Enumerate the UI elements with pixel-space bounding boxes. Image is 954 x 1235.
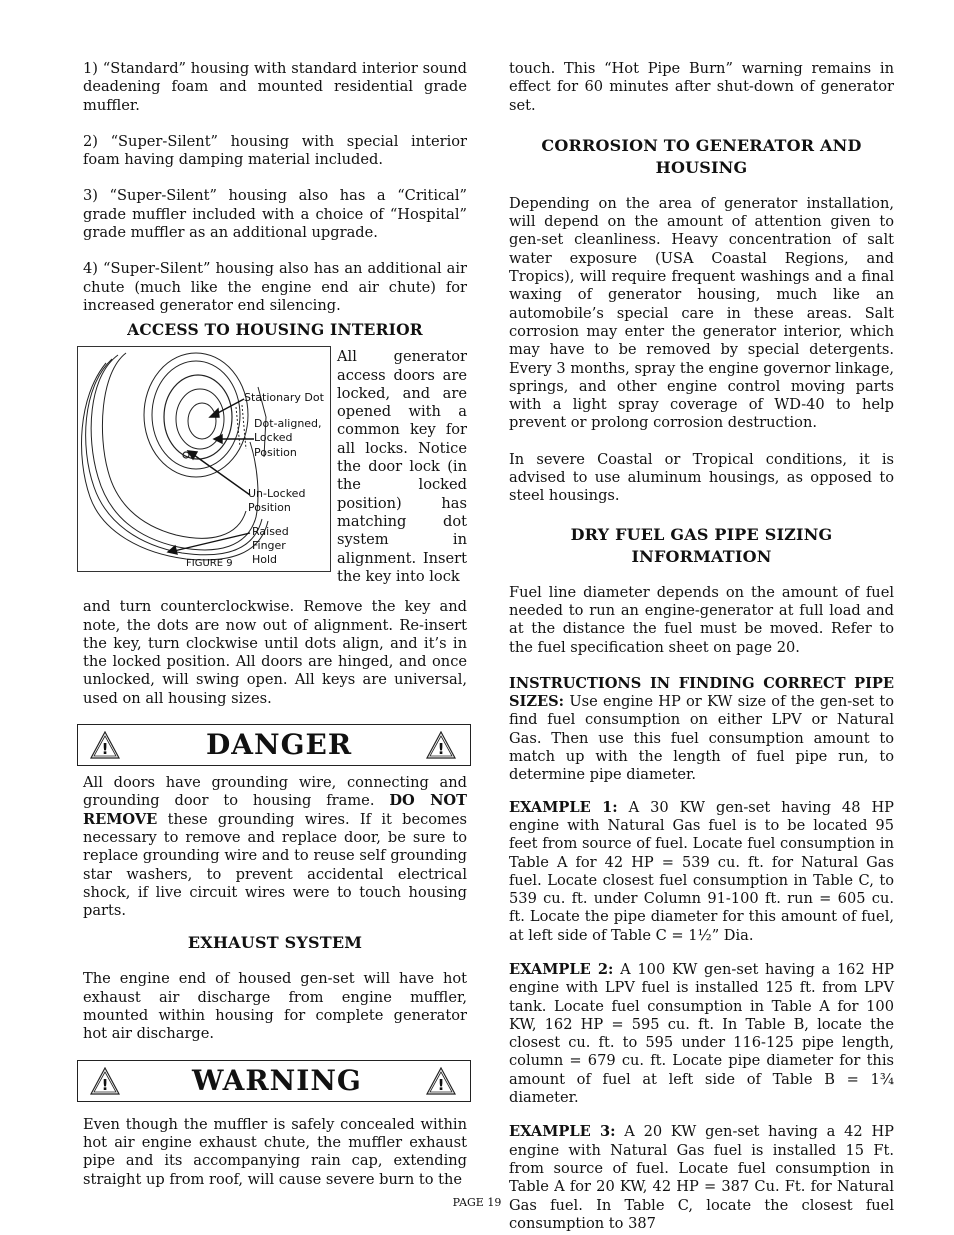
warning-triangle-icon	[426, 1067, 456, 1095]
svg-text:!: !	[101, 740, 109, 759]
corrosion-text: Depending on the area of generator installation, will depend on the amount of attention given to gen-set cleanliness. Heavy concentration of salt water exposure (USA Coastal Regions, and Tropics), will require frequent washings and a final waxing of generator housing, much like an automobile’s special care in these areas. Salt corrosion may enter the generator interior, which may have to be removed by special detergents. Every 3 months, spray the engine governor linkage, springs, and other engine control moving parts with a light spray coverage of WD-40 to help prevent or prolong corrosion destruction.	[509, 194, 894, 432]
fuel-heading	[509, 524, 894, 568]
example-3-text: A 20 KW gen-set having a 42 HP engine with Natural Gas fuel is installed 15 Ft. from source of fuel. Locate fuel consumption in Table A for 20 KW, 42 HP = 387 Cu. Ft. for Natural Gas fuel. In Table C, locate the closest fuel consumption to 387	[509, 1123, 894, 1232]
instructions-text: Use engine HP or KW size of the gen-set to find fuel consumption on either LPV or Natural Gas. Then use this fuel consumption amount to match up with the length of fuel pipe run, to determine pipe diameter.	[509, 693, 895, 784]
warning-triangle-icon	[426, 731, 456, 759]
figure-9-block	[83, 346, 467, 598]
left-column	[83, 60, 467, 1189]
exhaust-text: The engine end of housed gen-set will have hot exhaust air discharge from engine muffler, mounted within housing for complete generator hot air discharge.	[83, 970, 467, 1043]
example-1-text: A 30 KW gen-set having 48 HP engine with Natural Gas fuel is to be located 95 feet from source of fuel. Locate fuel consumption in Table A for 42 HP = 539 cu. ft. for Natural Gas fuel. Locate closest fuel consumption in Table C, to 539 cu. ft. under Column 91-100 ft. run = 605 cu. ft. Locate the pipe diameter for this amount of fuel, at left side of Table C = 1½” Dia.	[509, 798, 895, 944]
fuel-heading-line1: DRY FUEL GAS PIPE SIZING	[570, 524, 833, 544]
svg-text:!: !	[437, 1075, 445, 1094]
example-2-label: EXAMPLE 2:	[509, 960, 614, 978]
figure-9	[77, 346, 331, 572]
danger-text-a: All doors have grounding wire, connecting and grounding door to housing frame.	[83, 774, 467, 810]
example-2	[509, 961, 894, 1107]
danger-text-b: these grounding wires. If it becomes necessary to remove and replace door, be sure to replace grounding wire and to reuse self grounding star washers, to prevent accidental electrical shock, if live circuit wires were to touch housing parts.	[83, 810, 468, 920]
access-side-text: All generator access doors are locked, and are opened with a common key for all locks. Notice the door lock (in the locked position) has matching dot system in alignment. Insert the key into lock	[337, 348, 467, 585]
danger-text	[83, 774, 467, 920]
label-locked: Locked	[254, 431, 293, 445]
label-position-locked: Position	[254, 446, 297, 460]
housing-option-1: 1) “Standard” housing with standard interior sound deadening foam and mounted residential grade muffler.	[83, 60, 467, 114]
label-stationary-dot: Stationary Dot	[244, 391, 324, 405]
hot-pipe-text: touch. This “Hot Pipe Burn” warning remains in effect for 60 minutes after shut-down of generator set.	[509, 60, 894, 114]
corrosion-heading-line2: HOUSING	[655, 157, 748, 177]
right-column	[509, 60, 894, 1233]
access-continued-text: and turn counterclockwise. Remove the key and note, the dots are now out of alignment. Re-insert the key, turn clockwise until dots align, and it’s in the locked position. All doors are hinged, and once unlocked, will swing open. All keys are universal, used on all housing sizes.	[83, 598, 467, 707]
svg-text:!: !	[437, 740, 445, 759]
corrosion-heading	[509, 135, 894, 179]
fuel-heading-line2: INFORMATION	[631, 546, 772, 566]
housing-option-4: 4) “Super-Silent” housing also has an additional air chute (much like the engine end air chute) for increased generator end silencing.	[83, 260, 467, 314]
danger-banner	[77, 724, 471, 766]
figure-caption: FIGURE 9	[186, 558, 233, 570]
housing-option-2: 2) “Super-Silent” housing with special interior foam having damping material included.	[83, 132, 467, 169]
access-heading: ACCESS TO HOUSING INTERIOR	[127, 320, 423, 340]
warning-title: WARNING	[192, 1063, 362, 1097]
housing-option-3: 3) “Super-Silent” housing also has a “Critical” grade muffler included with a choice of “Hospital” grade muffler as an additional upgrade.	[83, 187, 467, 242]
instructions-bold: INSTRUCTIONS IN FINDING CORRECT PIPE SIZES:	[509, 674, 894, 711]
example-3-label: EXAMPLE 3:	[509, 1123, 616, 1141]
warning-text: Even though the muffler is safely concealed within hot air engine exhaust chute, the muffler exhaust pipe and its accompanying rain cap, extending straight up from roof, will cause severe burn to the	[83, 1115, 467, 1188]
example-3	[509, 1123, 894, 1233]
fuel-intro: Fuel line diameter depends on the amount of fuel needed to run an engine-generator at full load and at the distance the fuel must be moved. Refer to the fuel specification sheet on page 20.	[509, 583, 894, 656]
label-raised: Raised	[252, 525, 289, 539]
door-lock-drawing	[78, 347, 332, 573]
label-unlocked: Un-Locked	[248, 487, 306, 501]
danger-title: DANGER	[206, 728, 353, 762]
label-hold: Hold	[252, 553, 278, 567]
page-number: PAGE 19	[452, 1196, 502, 1209]
instructions	[509, 675, 894, 785]
example-1-label: EXAMPLE 1:	[509, 798, 618, 816]
corrosion-heading-line1: CORROSION TO GENERATOR AND	[541, 135, 862, 155]
label-dot-aligned: Dot-aligned,	[254, 417, 322, 431]
danger-bold: DO NOT REMOVE	[83, 792, 467, 828]
label-position-unlocked: Position	[248, 501, 291, 515]
example-2-text: A 100 KW gen-set having a 162 HP engine with LPV fuel is installed 125 ft. from LPV tank. Locate fuel consumption in Table A for 100 KW, 162 HP = 595 cu. ft. In Table B, locate the closest cu. ft. to 595 under 116-125 pipe length, column = 679 cu. ft. Locate pipe diameter for this amount of fuel at left side of Table B = 1¾ diameter.	[509, 960, 894, 1107]
warning-banner	[77, 1060, 471, 1102]
exhaust-heading: EXHAUST SYSTEM	[187, 933, 363, 953]
svg-text:!: !	[101, 1075, 109, 1094]
label-finger: Finger	[252, 539, 286, 553]
corrosion-advice: In severe Coastal or Tropical conditions, it is advised to use aluminum housings, as opposed to steel housings.	[509, 450, 894, 505]
example-1	[509, 799, 894, 945]
